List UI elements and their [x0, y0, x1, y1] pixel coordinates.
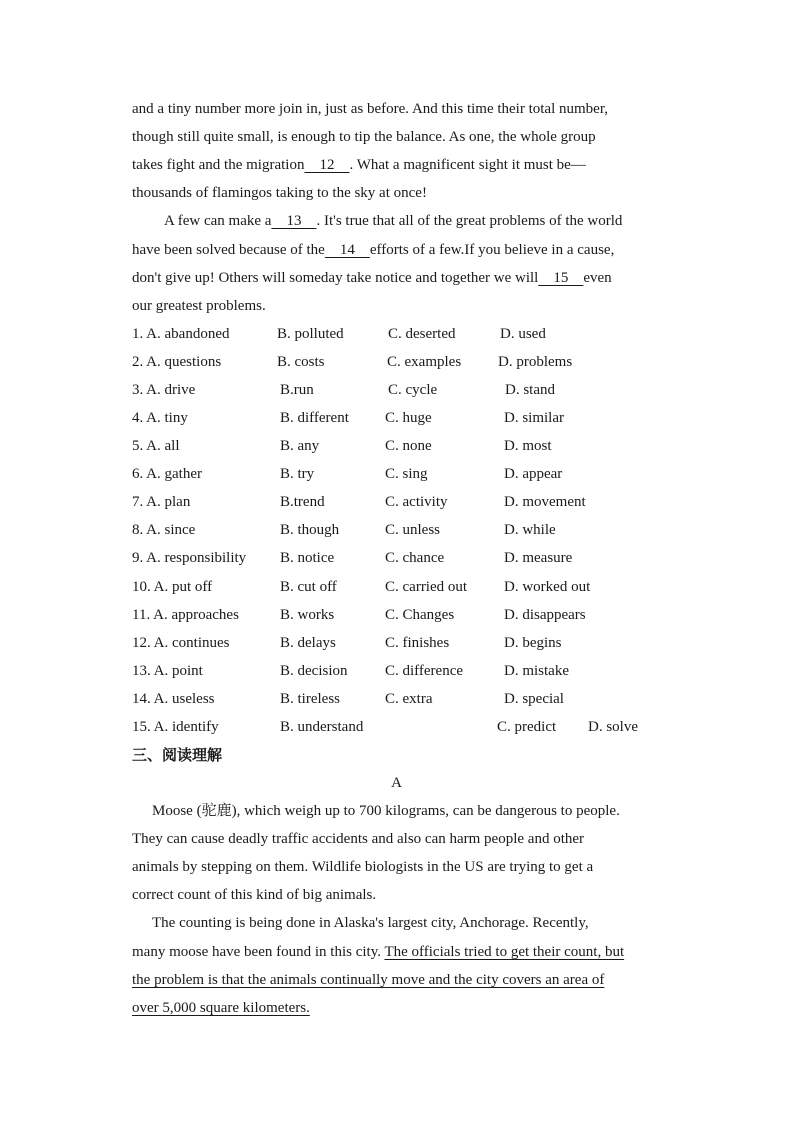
- passage-line: [132, 970, 604, 990]
- option-d: D. most: [504, 438, 552, 454]
- option-row: [0, 577, 793, 597]
- option-a: 14. A. useless: [132, 691, 215, 707]
- section-title: 三、阅读理解: [132, 746, 223, 764]
- option-d: D. special: [504, 691, 564, 707]
- option-b: B. notice: [280, 550, 335, 566]
- option-c: C. unless: [385, 522, 441, 538]
- passage-line: [132, 183, 427, 203]
- option-a: 4. A. tiny: [132, 410, 188, 426]
- passage-line: [132, 998, 310, 1018]
- option-d: D. movement: [504, 494, 586, 510]
- passage-text: though still quite small, is enough to tip the balance. As one, the whole group: [132, 129, 596, 145]
- passage-text: . It's true that all of the great problems of the world: [316, 213, 623, 229]
- option-c: C. chance: [385, 550, 445, 566]
- passage-line: [132, 99, 608, 119]
- passage-text: even: [583, 270, 612, 286]
- option-b: B. understand: [280, 719, 364, 735]
- passage-text: our greatest problems.: [132, 298, 266, 314]
- passage-text: thousands of flamingos taking to the sky at once!: [132, 185, 427, 201]
- option-b: B. decision: [280, 663, 348, 679]
- option-d: D. while: [504, 522, 556, 538]
- option-row: [0, 717, 793, 737]
- option-b: B. costs: [277, 354, 325, 370]
- option-d: D. begins: [504, 635, 562, 651]
- passage-text: many moose have been found in this city.: [132, 944, 381, 960]
- passage-text: takes fight and the migration: [132, 157, 305, 173]
- option-c: C. huge: [385, 410, 432, 426]
- passage-text: The counting is being done in Alaska's largest city, Anchorage. Recently,: [152, 915, 589, 931]
- passage-line: [132, 857, 593, 877]
- option-a: 3. A. drive: [132, 382, 196, 398]
- passage-line: [132, 268, 612, 288]
- passage-line: [132, 155, 586, 175]
- option-a: 13. A. point: [132, 663, 203, 679]
- passage-line: [132, 829, 584, 849]
- underlined-sentence: over 5,000 square kilometers.: [132, 1000, 310, 1016]
- option-row: [0, 464, 793, 484]
- passage-line: [152, 913, 589, 933]
- option-b: B. different: [280, 410, 349, 426]
- passage-text: and a tiny number more join in, just as before. And this time their total number,: [132, 101, 608, 117]
- option-row: [0, 408, 793, 428]
- option-c: C. none: [385, 438, 432, 454]
- option-c: C. Changes: [385, 607, 455, 623]
- option-a: 15. A. identify: [132, 719, 219, 735]
- option-a: 12. A. continues: [132, 635, 230, 651]
- option-a: 2. A. questions: [132, 354, 222, 370]
- option-c: C. examples: [387, 354, 462, 370]
- option-c: C. extra: [385, 691, 433, 707]
- passage-text: efforts of a few.If you believe in a cause,: [369, 242, 615, 258]
- option-b: B. cut off: [280, 579, 337, 595]
- option-row: [0, 548, 793, 568]
- option-row: [0, 324, 793, 344]
- option-b: B. delays: [280, 635, 336, 651]
- option-b: B. though: [280, 522, 340, 538]
- passage-line: [152, 801, 620, 821]
- option-row: [0, 436, 793, 456]
- option-b: B.run: [280, 382, 314, 398]
- option-c: C. cycle: [388, 382, 438, 398]
- option-d: D. worked out: [504, 579, 591, 595]
- passage-text: don't give up! Others will someday take notice and together we will: [132, 270, 539, 286]
- option-row: [0, 689, 793, 709]
- passage-line: [164, 211, 622, 231]
- option-c: C. carried out: [385, 579, 468, 595]
- option-b: B. any: [280, 438, 320, 454]
- passage-line: [132, 240, 614, 260]
- option-b: B. try: [280, 466, 315, 482]
- passage-heading: A: [391, 775, 402, 791]
- option-d: D. stand: [505, 382, 555, 398]
- option-row: [0, 352, 793, 372]
- option-c: C. sing: [385, 466, 428, 482]
- option-d: D. measure: [504, 550, 573, 566]
- option-c: C. difference: [385, 663, 464, 679]
- passage-text: . What a magnificent sight it must be—: [349, 157, 586, 173]
- option-a: 1. A. abandoned: [132, 326, 230, 342]
- option-row: [0, 605, 793, 625]
- option-d: D. appear: [504, 466, 563, 482]
- option-c: C. activity: [385, 494, 448, 510]
- option-a: 6. A. gather: [132, 466, 202, 482]
- option-a: 10. A. put off: [132, 579, 213, 595]
- option-c: C. finishes: [385, 635, 450, 651]
- option-row: [0, 380, 793, 400]
- blank-13: 13: [271, 213, 317, 229]
- option-a: 9. A. responsibility: [132, 550, 247, 566]
- underlined-sentence: the problem is that the animals continually move and the city covers an area of: [132, 972, 605, 988]
- option-row: [0, 633, 793, 653]
- option-c: C. predict: [497, 719, 557, 735]
- passage-text: animals by stepping on them. Wildlife biologists in the US are trying to get a: [132, 859, 594, 875]
- option-b: B. works: [280, 607, 335, 623]
- option-c: C. deserted: [388, 326, 456, 342]
- blank-14: 14: [324, 242, 370, 258]
- passage-line: [132, 885, 376, 905]
- passage-text: Moose (驼鹿), which weigh up to 700 kilograms, can be dangerous to people.: [152, 803, 620, 819]
- passage-line: [132, 127, 596, 147]
- option-a: 8. A. since: [132, 522, 196, 538]
- passage-line: [132, 296, 266, 316]
- option-a: 5. A. all: [132, 438, 180, 454]
- passage-text: have been solved because of the: [132, 242, 325, 258]
- option-row: [0, 520, 793, 540]
- option-d: D. solve: [588, 719, 638, 735]
- passage-text: They can cause deadly traffic accidents and also can harm people and other: [132, 831, 585, 847]
- option-a: 7. A. plan: [132, 494, 191, 510]
- underlined-sentence: The officials tried to get their count, but: [384, 944, 625, 960]
- option-a: 11. A. approaches: [132, 607, 239, 623]
- option-b: B. polluted: [277, 326, 344, 342]
- option-b: B.trend: [280, 494, 325, 510]
- blank-15: 15: [538, 270, 584, 286]
- passage-text: A few can make a: [164, 213, 272, 229]
- passage-line: [132, 942, 624, 962]
- option-d: D. mistake: [504, 663, 569, 679]
- passage-text: correct count of this kind of big animals.: [132, 887, 377, 903]
- option-d: D. problems: [498, 354, 573, 370]
- option-b: B. tireless: [280, 691, 340, 707]
- option-row: [0, 492, 793, 512]
- option-d: D. similar: [504, 410, 564, 426]
- option-d: D. disappears: [504, 607, 586, 623]
- blank-12: 12: [304, 157, 350, 173]
- option-row: [0, 661, 793, 681]
- option-d: D. used: [500, 326, 546, 342]
